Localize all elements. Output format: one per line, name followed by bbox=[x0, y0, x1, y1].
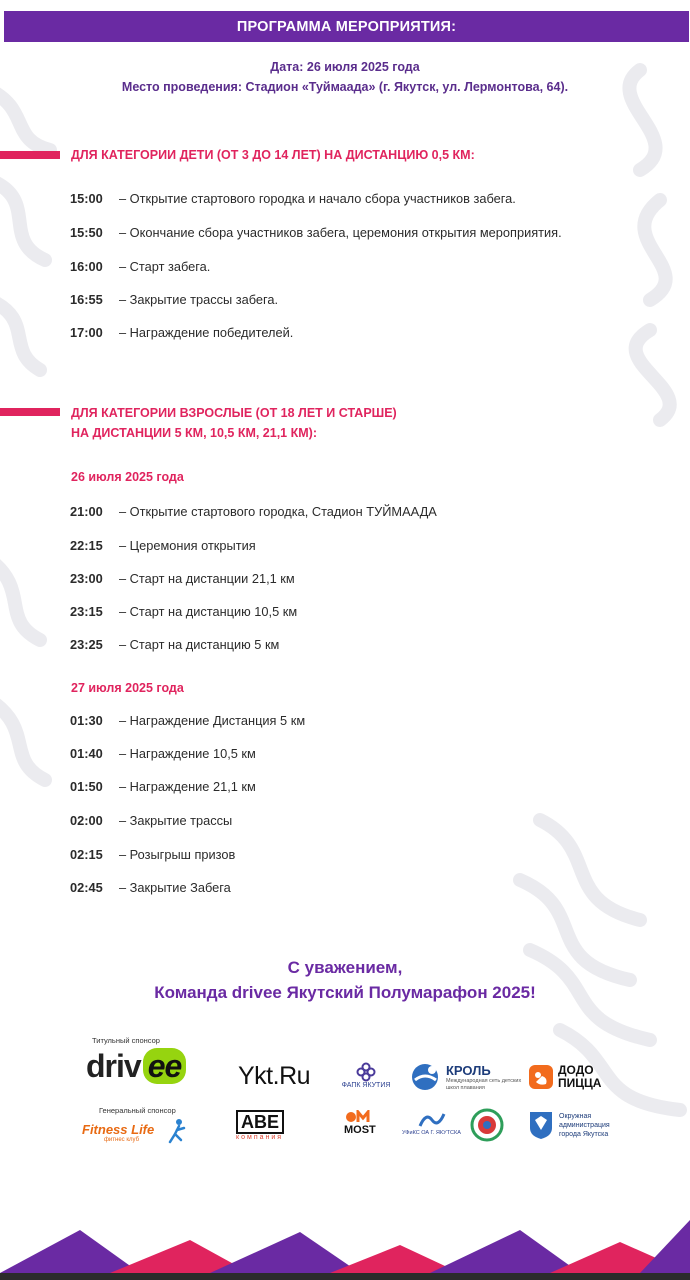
schedule-row bbox=[70, 779, 256, 794]
most-m-icon bbox=[345, 1110, 375, 1124]
okrug-text-1: Окружная bbox=[559, 1112, 592, 1120]
krol-logo bbox=[410, 1062, 532, 1092]
snowflake-icon bbox=[356, 1062, 376, 1082]
adults-section-title bbox=[71, 403, 397, 443]
coat-of-arms-icon bbox=[528, 1110, 554, 1140]
krol-text: КРОЛЬ bbox=[446, 1062, 491, 1078]
schedule-time: 16:00 bbox=[70, 259, 103, 274]
schedule-time: 17:00 bbox=[70, 325, 103, 340]
schedule-row bbox=[70, 847, 235, 862]
schedule-time: 15:50 bbox=[70, 225, 103, 240]
schedule-row bbox=[70, 571, 295, 586]
schedule-desc: – Награждение победителей. bbox=[119, 325, 294, 340]
schedule-desc: – Награждение 10,5 км bbox=[119, 746, 256, 761]
schedule-desc: – Закрытие Забега bbox=[119, 880, 231, 895]
schedule-time: 16:55 bbox=[70, 292, 103, 307]
drivee-logo-ee: ee bbox=[143, 1048, 187, 1084]
adults-title-line2: НА ДИСТАНЦИИ 5 КМ, 10,5 КМ, 21,1 КМ): bbox=[71, 426, 317, 440]
okrug-admin-logo bbox=[528, 1110, 610, 1140]
schedule-time: 23:15 bbox=[70, 604, 103, 619]
schedule-row bbox=[70, 191, 516, 206]
schedule-desc: – Окончание сбора участников забега, церемония открытия мероприятия. bbox=[119, 225, 562, 240]
schedule-desc: – Старт на дистанции 21,1 км bbox=[119, 571, 295, 586]
schedule-row bbox=[70, 292, 278, 307]
fitness-life-sub: фитнес клуб bbox=[104, 1137, 140, 1143]
schedule-desc: – Церемония открытия bbox=[119, 538, 256, 553]
event-venue: Место проведения: Стадион «Туймаада» (г. Якутск, ул. Лермонтова, 64). bbox=[121, 80, 569, 94]
schedule-time: 02:00 bbox=[70, 813, 103, 828]
krol-subtitle: Международная сеть детских школ плавания bbox=[446, 1077, 522, 1091]
kids-section-title: ДЛЯ КАТЕГОРИИ ДЕТИ (ОТ 3 ДО 14 ЛЕТ) НА ДИСТАНЦИЮ 0,5 КМ: bbox=[71, 148, 475, 162]
ykt-ru-logo bbox=[238, 1062, 310, 1091]
program-title: ПРОГРАММА МЕРОПРИЯТИЯ: bbox=[236, 18, 457, 35]
schedule-row bbox=[70, 504, 437, 519]
most-text: MOST bbox=[344, 1124, 376, 1136]
adults-title-line1: ДЛЯ КАТЕГОРИИ ВЗРОСЛЫЕ (ОТ 18 ЛЕТ И СТАРШЕ) bbox=[71, 406, 397, 420]
abe-text: ABE bbox=[236, 1110, 284, 1134]
program-title-banner bbox=[4, 11, 689, 42]
fitness-life-logo bbox=[82, 1122, 154, 1143]
schedule-desc: – Открытие стартового городка, Стадион ТУЙМААДА bbox=[119, 504, 437, 519]
schedule-row bbox=[70, 225, 562, 240]
schedule-row bbox=[70, 259, 210, 274]
schedule-row bbox=[70, 713, 305, 728]
schedule-time: 15:00 bbox=[70, 191, 103, 206]
schedule-time: 01:50 bbox=[70, 779, 103, 794]
drivee-logo bbox=[86, 1048, 186, 1085]
schedule-row bbox=[70, 880, 231, 895]
dodo-text-2: ПИЦЦА bbox=[558, 1076, 602, 1090]
dodo-text-1: ДОДО bbox=[558, 1063, 594, 1077]
kids-section-bar bbox=[0, 151, 60, 159]
uffks-logo bbox=[402, 1110, 461, 1136]
schedule-desc: – Старт на дистанцию 10,5 км bbox=[119, 604, 298, 619]
fitness-life-text: Fitness Life bbox=[82, 1122, 155, 1137]
schedule-desc: – Открытие стартового городка и начало сбора участников забега. bbox=[119, 191, 516, 206]
schedule-desc: – Старт забега. bbox=[119, 259, 211, 274]
day1-date: 26 июля 2025 года bbox=[71, 470, 184, 484]
schedule-desc: – Закрытие трассы забега. bbox=[119, 292, 279, 307]
abe-logo bbox=[236, 1110, 284, 1141]
okrug-text-3: города Якутска bbox=[559, 1130, 609, 1138]
schedule-time: 02:15 bbox=[70, 847, 103, 862]
fapk-logo bbox=[338, 1062, 394, 1089]
schedule-row bbox=[70, 746, 256, 761]
general-sponsor-caption: Генеральный спонсор bbox=[99, 1106, 176, 1115]
dodo-bird-icon bbox=[528, 1064, 554, 1090]
okrug-text-2: администрация bbox=[559, 1121, 610, 1129]
schedule-desc: – Награждение Дистанция 5 км bbox=[119, 713, 306, 728]
most-logo bbox=[344, 1110, 376, 1136]
schedule-row bbox=[70, 604, 297, 619]
bottom-strip bbox=[0, 1273, 690, 1280]
schedule-time: 02:45 bbox=[70, 880, 103, 895]
fapk-text: ФАПК ЯКУТИЯ bbox=[341, 1082, 391, 1089]
schedule-desc: – Старт на дистанцию 5 км bbox=[119, 637, 280, 652]
dodo-pizza-logo bbox=[528, 1064, 601, 1090]
schedule-time: 21:00 bbox=[70, 504, 103, 519]
closing-signature: Команда drivee Якутский Полумарафон 2025! bbox=[154, 983, 536, 1002]
schedule-time: 22:15 bbox=[70, 538, 103, 553]
uffks-emblem-icon bbox=[416, 1110, 446, 1130]
adults-section-bar bbox=[0, 408, 60, 416]
schedule-desc: – Награждение 21,1 км bbox=[119, 779, 256, 794]
krol-swimmer-icon bbox=[410, 1062, 442, 1092]
abe-subtitle: компания bbox=[236, 1134, 284, 1141]
schedule-row bbox=[70, 813, 232, 828]
drivee-logo-text: driv bbox=[86, 1048, 141, 1084]
closing-greeting: С уважением, bbox=[287, 958, 403, 977]
schedule-desc: – Розыгрыш призов bbox=[119, 847, 236, 862]
title-sponsor-caption: Титульный спонсор bbox=[92, 1036, 160, 1045]
schedule-row bbox=[70, 637, 279, 652]
schedule-row bbox=[70, 538, 256, 553]
event-date: Дата: 26 июля 2025 года bbox=[270, 60, 420, 74]
schedule-desc: – Закрытие трассы bbox=[119, 813, 233, 828]
schedule-time: 01:40 bbox=[70, 746, 103, 761]
schedule-time: 23:25 bbox=[70, 637, 103, 652]
day2-date: 27 июля 2025 года bbox=[71, 681, 184, 695]
ykt-ru-text: Ykt.Ru bbox=[238, 1062, 311, 1090]
city-emblem-icon bbox=[470, 1108, 504, 1142]
schedule-time: 01:30 bbox=[70, 713, 103, 728]
fitness-figure-icon bbox=[166, 1118, 188, 1144]
uffks-text: УФиКС ОА Г. ЯКУТСКА bbox=[402, 1130, 461, 1136]
schedule-time: 23:00 bbox=[70, 571, 103, 586]
schedule-row bbox=[70, 325, 293, 340]
